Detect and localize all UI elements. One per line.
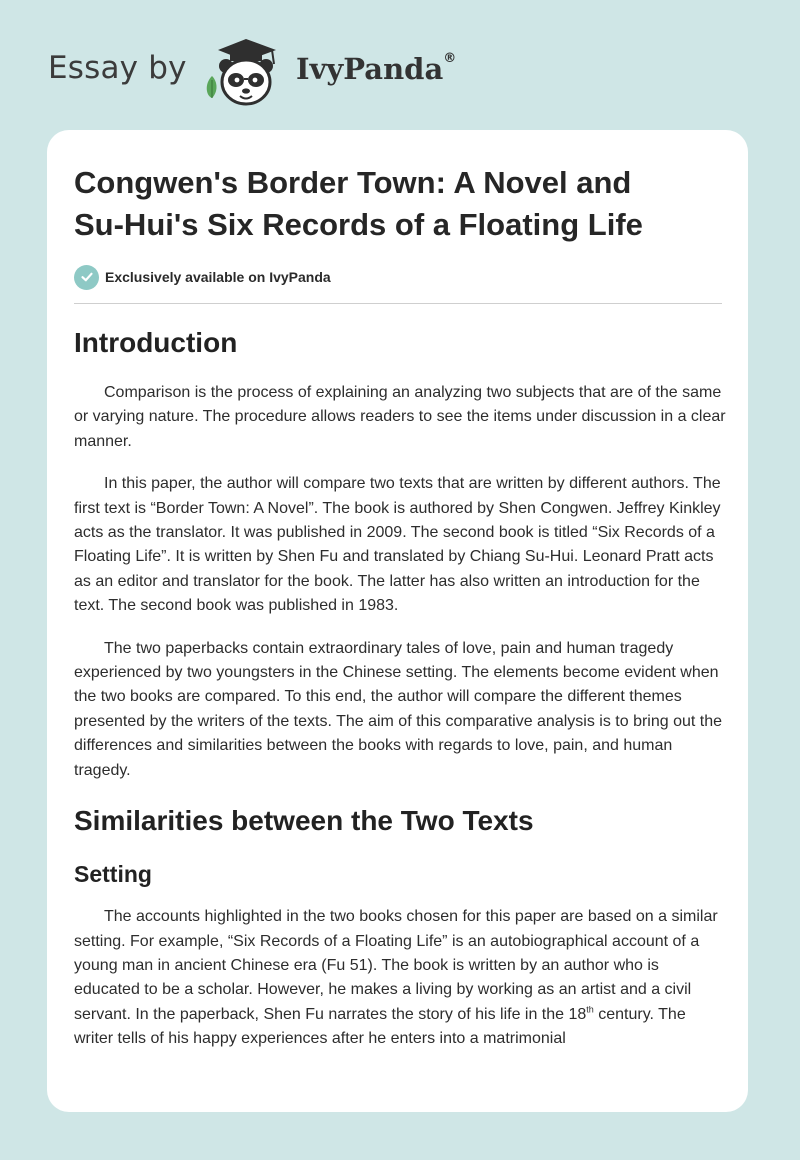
site-header <box>0 0 800 130</box>
setting-text-b: century. The writer tells of his happy experiences after he enters into a matrimonial <box>74 1005 686 1048</box>
essay-by-label: Essay by <box>48 50 187 86</box>
title-line-1: Congwen's Border Town: A Novel and <box>74 165 632 200</box>
divider <box>74 303 722 304</box>
intro-paragraph-1: Comparison is the process of explaining an analyzing two subjects that are of the same or varying nature. The procedure allows readers to see the items under discussion in a clear manner. <box>74 384 726 450</box>
title-line-2: Su-Hui's Six Records of a Floating Life <box>74 207 643 242</box>
exclusive-badge <box>74 264 331 290</box>
setting-text-a: The accounts highlighted in the two books chosen for this paper are based on a similar setting. For example, “Six Records of a Floating Life” is an autobiographical account of a young man in ancient Chinese era (Fu 51). The book is written by an author who is educated to be a scholar. However, he makes a living by working as an artist and a civil servant. In the paperback, Shen Fu narrates the story of his life in the 18 <box>74 908 718 1023</box>
setting-heading: Setting <box>74 861 152 888</box>
registered-mark: ® <box>443 51 457 67</box>
exclusive-badge-label: Exclusively available on IvyPanda <box>105 269 331 285</box>
brand-name[interactable] <box>296 52 456 86</box>
panda-logo-icon[interactable] <box>200 36 292 108</box>
check-icon <box>74 265 99 290</box>
brand-text: IvyPanda <box>296 52 444 86</box>
introduction-heading: Introduction <box>74 327 238 358</box>
article-body <box>74 325 726 1052</box>
intro-paragraph-3: The two paperbacks contain extraordinary tales of love, pain and human tragedy experienced by two youngsters in the Chinese setting. The elements become evident when the two books are compared. To this end, the author will compare the different themes presented by the writers of the texts. The aim of this comparative analysis is to bring out the differences and similarities between the books with regards to love, pain, and human tragedy. <box>74 639 723 779</box>
page-title <box>74 162 724 246</box>
setting-paragraph-1 <box>74 905 726 1051</box>
similarities-heading: Similarities between the Two Texts <box>74 805 534 837</box>
intro-paragraph-2: In this paper, the author will compare two texts that are written by different authors. The first text is “Border Town: A Novel”. The book is authored by Shen Congwen. Jeffrey Kinkley acts as the translator. It was published in 2009. The second book is titled “Six Records of a Floating Life”. It is written by Shen Fu and translated by Chiang Su-Hui. Leonard Pratt acts as an editor and translator for the book. The latter has also written an introduction for the text. The second book was published in 1983. <box>74 475 721 615</box>
ordinal-superscript: th <box>586 1004 594 1015</box>
essay-card <box>47 130 748 1112</box>
